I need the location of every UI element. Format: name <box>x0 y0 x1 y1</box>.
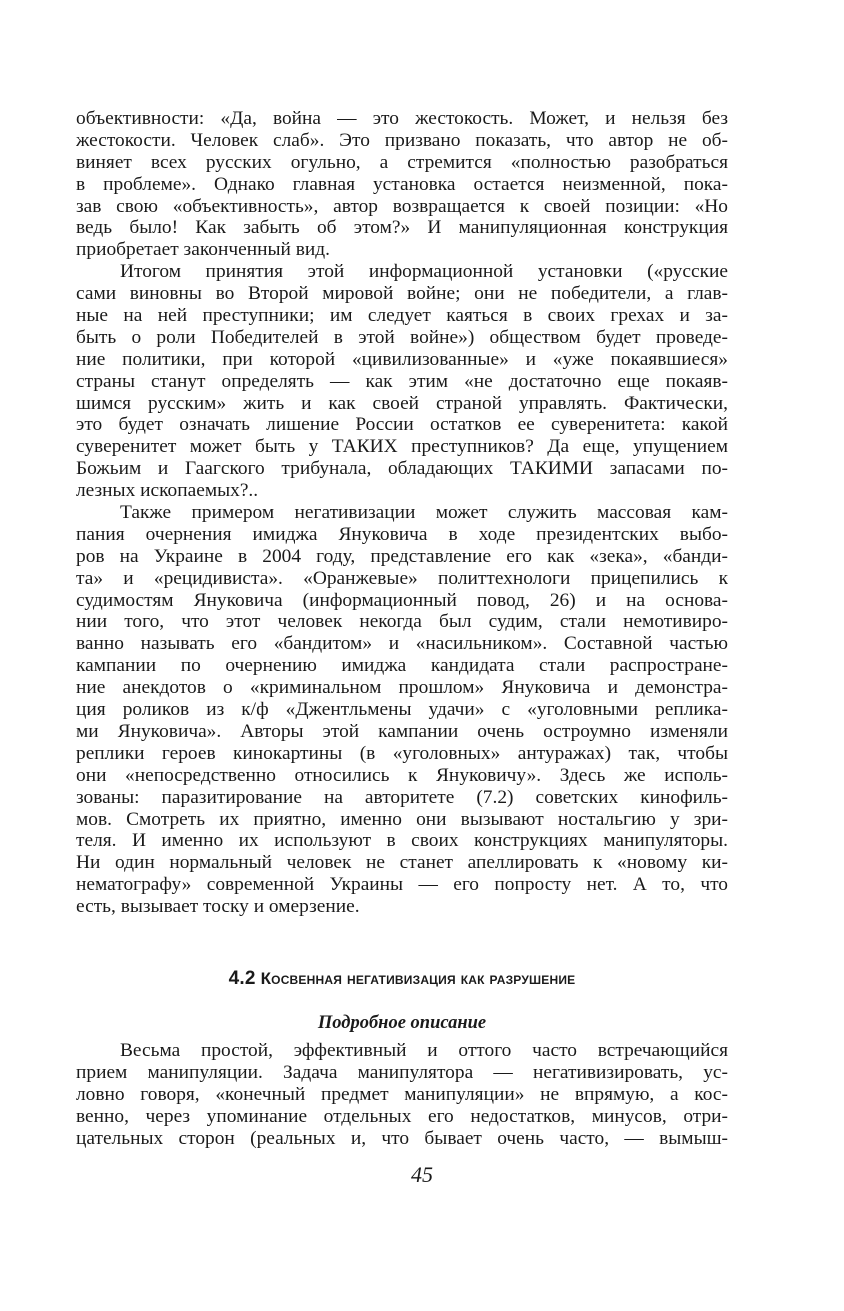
text-line: жестокости. Человек слаб». Это призвано показать, что автор не об- <box>76 129 728 151</box>
text-line: страны станут определять — как этим «не достаточно еще покаяв- <box>76 370 728 392</box>
text-line: теля. И именно их используют в своих конструкциях манипуляторы. <box>76 830 728 852</box>
text-line: ция роликов из к/ф «Джентльмены удачи» с «уголовными реплика- <box>76 699 728 721</box>
text-line: мов. Смотреть их приятно, именно они вызывают ностальгию у зри- <box>76 808 728 830</box>
text-line: ведь было! Как забыть об этом?» И манипуляционная конструкция <box>76 217 728 239</box>
text-line: судимостям Януковича (информационный повод, 26) и на основа- <box>76 589 728 611</box>
text-line: быть о роли Победителей в этой войне») обществом будет проведе- <box>76 326 728 348</box>
page-number: 45 <box>411 1162 433 1187</box>
text-line: кампании по очернению имиджа кандидата стали распростране- <box>76 655 728 677</box>
text-line: реплики героев кинокартины (в «уголовных» антуражах) так, чтобы <box>76 742 728 764</box>
text-line: прием манипуляции. Задача манипулятора — негативизировать, ус- <box>76 1061 728 1083</box>
section-subtitle: Подробное описание <box>317 1013 487 1033</box>
text-line: Весьма простой, эффективный и оттого часто встречающийся <box>120 1040 728 1061</box>
section-title: Косвенная негативизация как разрушение <box>260 969 576 988</box>
text-line: объективности: «Да, война — это жестокость. Может, и нельзя без <box>76 108 728 129</box>
text-line: суверенитет может быть у ТАКИХ преступников? Да еще, упущением <box>76 436 728 458</box>
section-heading <box>76 968 728 990</box>
text-line: Ни один нормальный человек не станет апеллировать к «новому ки- <box>76 852 728 874</box>
text-line: виняет всех русских огульно, а стремится «полностью разобраться <box>76 151 728 173</box>
body-text <box>76 108 728 918</box>
text-line: нии того, что этот человек некогда был судим, стали немотивиро- <box>76 611 728 633</box>
text-line: в проблеме». Однако главная установка остается неизменной, пока- <box>76 173 728 195</box>
text-line: сами виновны во Второй мировой войне; они не победители, а глав- <box>76 283 728 305</box>
text-line: Итогом принятия этой информационной установки («русские <box>120 261 728 283</box>
text-line: есть, вызывает тоску и омерзение. <box>76 896 360 918</box>
text-line: ванно называть его «бандитом» и «насильником». Составной частью <box>76 633 728 655</box>
text-line: зав свою «объективность», автор возвращается к своей позиции: «Но <box>76 195 728 217</box>
text-line: та» и «рецидивиста». «Оранжевые» политтехнологи прицепились к <box>76 567 728 589</box>
text-line: ние политики, при которой «цивилизованные» и «уже покаявшиеся» <box>76 348 728 370</box>
text-line: ние анекдотов о «криминальном прошлом» Януковича и демонстра- <box>76 677 728 699</box>
text-line: цательных сторон (реальных и, что бывает очень часто, — вымыш- <box>76 1127 728 1149</box>
text-line: приобретает законченный вид. <box>76 239 330 261</box>
text-line: пания очернения имиджа Януковича в ходе президентских выбо- <box>76 523 728 545</box>
text-line: зованы: паразитирование на авторитете (7.2) советских кинофиль- <box>76 786 728 808</box>
text-line: шимся русским» жить и как своей страной управлять. Фактически, <box>76 392 728 414</box>
text-line: ров на Украине в 2004 году, представление его как «зека», «банди- <box>76 545 728 567</box>
text-line: ловно говоря, «конечный предмет манипуляции» не впрямую, а кос- <box>76 1083 728 1105</box>
text-line: ные на ней преступники; им следует каяться в своих грехах и за- <box>76 305 728 327</box>
text-line: лезных ископаемых?.. <box>76 480 259 502</box>
text-line: они «непосредственно относились к Януковичу». Здесь же исполь- <box>76 764 728 786</box>
text-line: венно, через упоминание отдельных его недостатков, минусов, отри- <box>76 1105 728 1127</box>
section-body <box>76 1040 728 1149</box>
text-line: Божьим и Гаагского трибунала, обладающих ТАКИМИ запасами по- <box>76 458 728 480</box>
section-number: 4.2 <box>228 968 256 989</box>
text-line: нематографу» современной Украины — его попросту нет. А то, что <box>76 874 728 896</box>
text-line: ми Януковича». Авторы этой кампании очень остроумно изменяли <box>76 720 728 742</box>
text-line: Также примером негативизации может служить массовая кам- <box>120 502 728 524</box>
text-line: это будет означать лишение России остатков ее суверенитета: какой <box>76 414 728 436</box>
